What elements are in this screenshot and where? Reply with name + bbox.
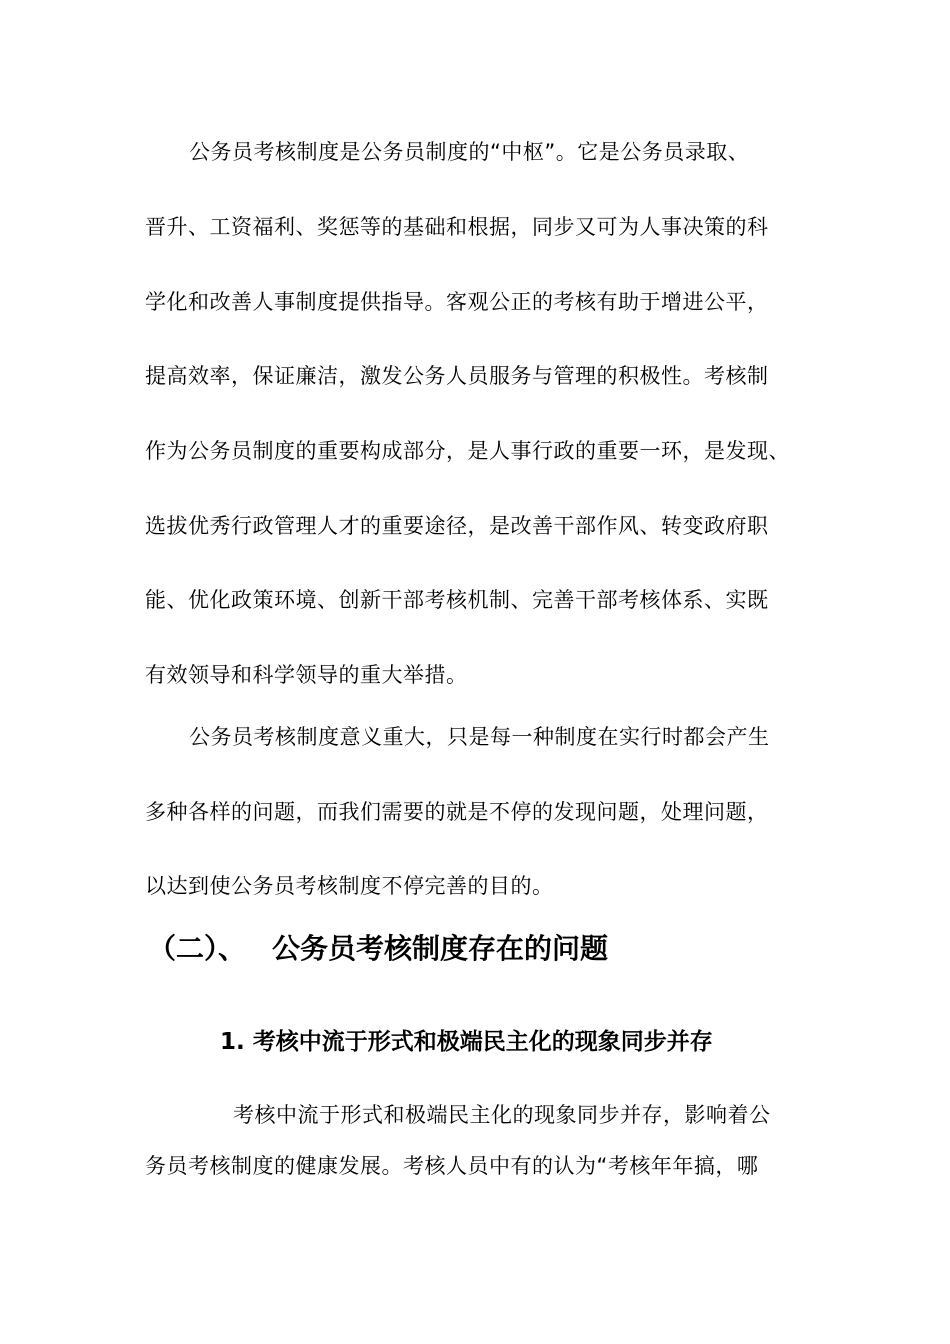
section-heading-number: （二）、 <box>148 932 247 965</box>
section-heading-title: 公务员考核制度存在的问题 <box>272 932 609 965</box>
paragraph-1-line-1: 公务员考核制度是公务员制度的“中枢”。它是公务员录取、 <box>189 140 750 164</box>
paragraph-1-line-4: 提高效率，保证廉洁，激发公务人员服务与管理的积极性。考核制 <box>145 364 769 388</box>
paragraph-2-line-2: 多种各样的问题，而我们需要的就是不停的发现问题，处理问题， <box>145 800 769 824</box>
paragraph-3-line-1: 考核中流于形式和极端民主化的现象同步并存，影响着公 <box>233 1103 771 1127</box>
paragraph-1-line-2: 晋升、工资福利、奖惩等的基础和根据，同步又可为人事决策的科 <box>145 215 769 239</box>
paragraph-1-line-3: 学化和改善人事制度提供指导。客观公正的考核有助于增进公平， <box>145 290 769 314</box>
paragraph-1-line-6: 选拔优秀行政管理人才的重要途径，是改善干部作风、转变政府职 <box>145 514 769 538</box>
paragraph-2-line-1: 公务员考核制度意义重大，只是每一种制度在实行时都会产生 <box>189 725 770 749</box>
paragraph-3-line-2: 务员考核制度的健康发展。考核人员中有的认为“考核年年搞，哪 <box>145 1154 759 1178</box>
subsection-heading: 1. 考核中流于形式和极端民主化的现象同步并存 <box>220 1029 713 1055</box>
paragraph-1-line-5: 作为公务员制度的重要构成部分，是人事行政的重要一环，是发现、 <box>145 439 790 463</box>
section-heading <box>148 929 608 969</box>
paragraph-2-line-3: 以达到使公务员考核制度不停完善的目的。 <box>145 874 554 898</box>
paragraph-1-line-7: 能、优化政策环境、创新干部考核机制、完善干部考核体系、实既 <box>145 588 769 612</box>
paragraph-1-line-8: 有效领导和科学领导的重大举措。 <box>145 663 468 687</box>
